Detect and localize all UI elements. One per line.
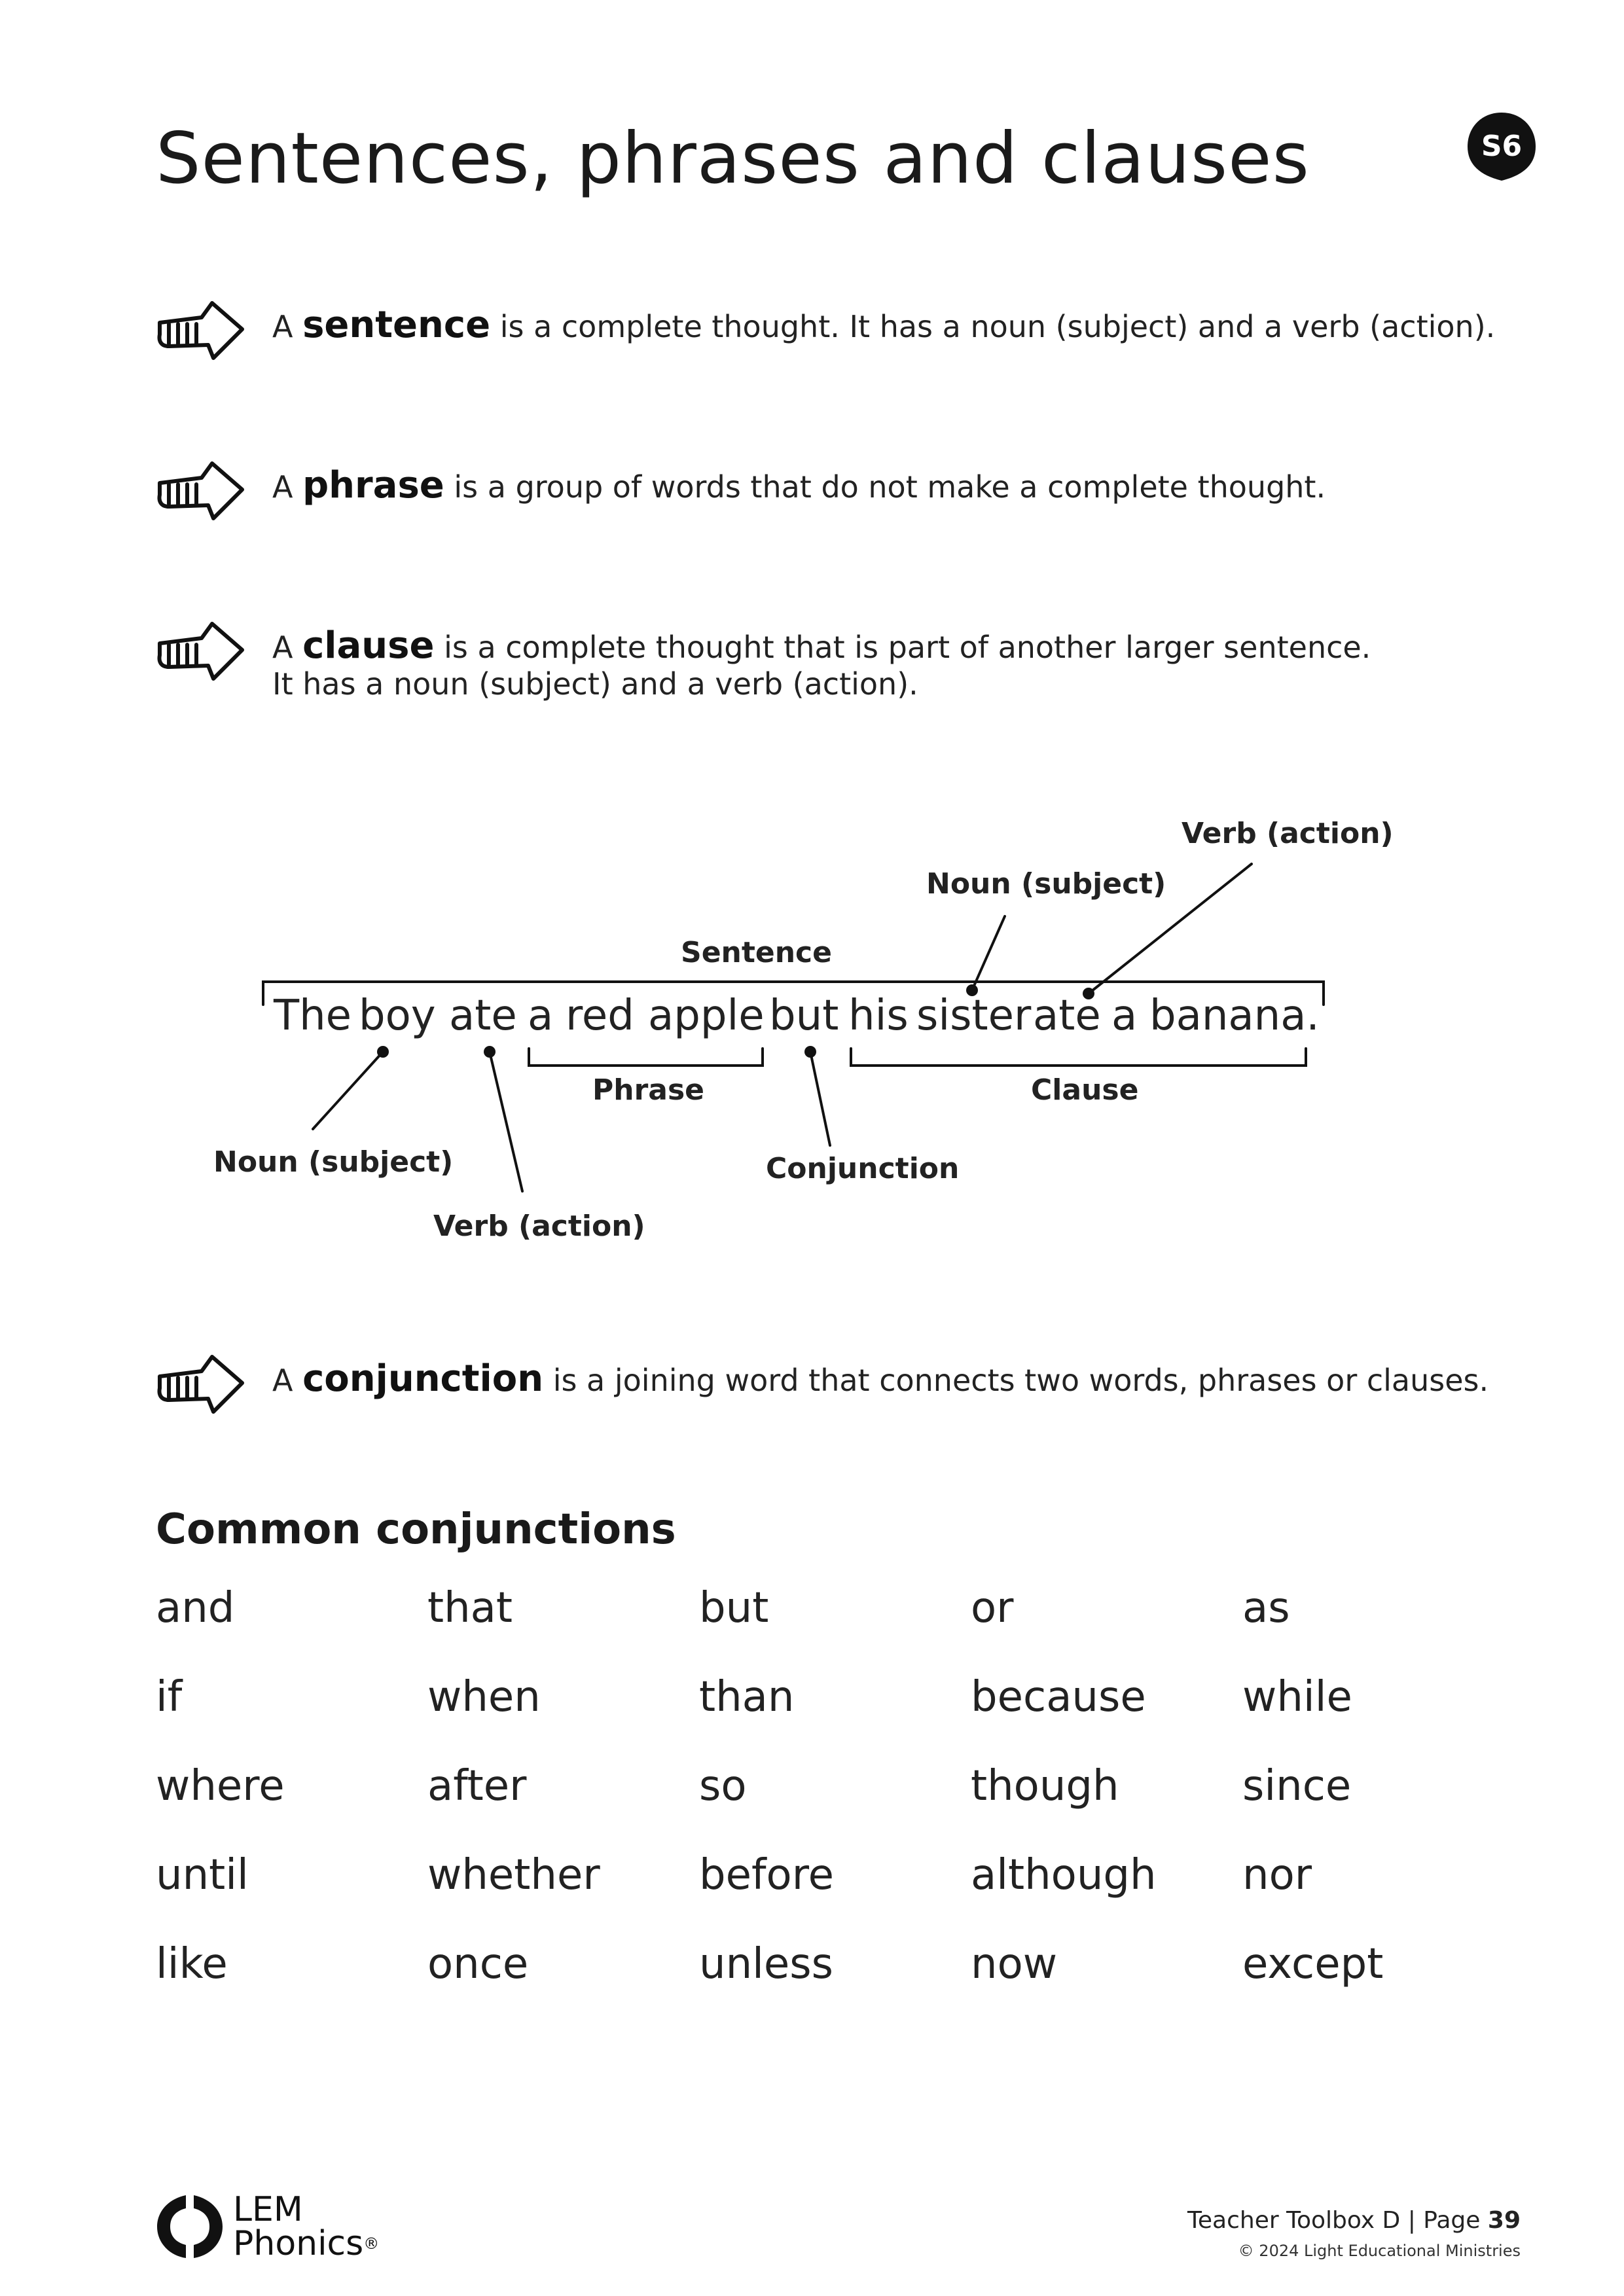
phrase-bracket (529, 1049, 763, 1066)
conjunction-word: though (971, 1762, 1119, 1810)
conjunction-word: except (1242, 1940, 1384, 1988)
lem-phonics-logo (156, 2190, 391, 2265)
copyright: © 2024 Light Educational Ministries (1238, 2242, 1521, 2260)
conjunction-word: now (971, 1940, 1058, 1988)
conjunction-word: or (971, 1584, 1014, 1632)
definition-clause (156, 619, 1517, 717)
conjunction-word: unless (699, 1940, 833, 1988)
book-title: Teacher Toolbox D | Page (1187, 2207, 1481, 2234)
clause-bracket (851, 1049, 1306, 1066)
definition-text: is a complete thought that is part of another larger sentence. (444, 630, 1371, 665)
noun-subject-2-pointer (972, 916, 1005, 990)
verb-action-1-dot (484, 1046, 496, 1058)
definition-text: is a complete thought. It has a noun (subject) and a verb (action). (499, 309, 1496, 344)
conjunction-word: once (427, 1940, 529, 1988)
sentence-label: Sentence (681, 936, 832, 969)
conjunction-word: as (1242, 1584, 1290, 1632)
conjunction-word: whether (427, 1851, 600, 1899)
definition-term: phrase (302, 464, 444, 507)
definition-term: sentence (302, 304, 491, 346)
sentence-word: boy (359, 992, 436, 1040)
conjunction-word: and (156, 1584, 235, 1632)
conjunction-word: nor (1242, 1851, 1312, 1899)
verb-action-2-label: Verb (action) (1182, 817, 1394, 850)
noun-subject-2-label: Noun (subject) (926, 867, 1166, 901)
common-conjunctions-heading: Common conjunctions (156, 1505, 676, 1554)
definition-prefix: A (272, 1363, 293, 1398)
conjunction-word: than (699, 1673, 795, 1721)
sentence-word: apple (648, 992, 765, 1040)
definition-text-line2: It has a noun (subject) and a verb (action). (272, 666, 918, 702)
badge-label: S6 (1481, 130, 1523, 163)
definition-prefix: A (272, 469, 293, 505)
conjunction-word: if (156, 1673, 183, 1721)
page-footer (1187, 2207, 1521, 2260)
conjunction-word: where (156, 1762, 285, 1810)
definition-conjunction (156, 1352, 1517, 1424)
logo-line2: Phonics (233, 2224, 364, 2263)
conjunction-word: when (427, 1673, 541, 1721)
definition-text: is a joining word that connects two words, phrases or clauses. (552, 1363, 1489, 1398)
sentence-word: ate (449, 992, 517, 1040)
conjunction-pointer (810, 1052, 830, 1145)
conjunctions-grid (156, 1584, 1530, 2029)
pointing-hand-icon (156, 458, 247, 524)
noun-subject-1-dot (377, 1046, 389, 1058)
diagram-lines (0, 805, 1624, 1276)
conjunction-word: until (156, 1851, 249, 1899)
phrase-label: Phrase (592, 1073, 704, 1107)
sentence-word: ate (1033, 992, 1101, 1040)
conjunction-word: since (1242, 1762, 1352, 1810)
definition-prefix: A (272, 309, 293, 344)
sentence-word: a (528, 992, 554, 1040)
logo-mark-icon (156, 2193, 224, 2261)
verb-action-1-pointer (490, 1052, 522, 1191)
conjunction-word: although (971, 1851, 1157, 1899)
definition-term: clause (302, 624, 435, 667)
definition-phrase (156, 458, 1517, 530)
conjunction-dot (804, 1046, 816, 1058)
sentence-word: sister (916, 992, 1032, 1040)
conjunction-word: while (1242, 1673, 1352, 1721)
definition-sentence (156, 298, 1517, 370)
conjunction-word: like (156, 1940, 228, 1988)
conjunction-word: but (699, 1584, 769, 1632)
logo-line1: LEM (233, 2190, 303, 2229)
sentence-word: but (769, 992, 839, 1040)
page-title: Sentences, phrases and clauses (156, 118, 1310, 200)
noun-subject-1-label: Noun (subject) (213, 1145, 454, 1179)
clause-label: Clause (1031, 1073, 1139, 1107)
pointing-hand-icon (156, 1352, 247, 1417)
sentence-word: a (1111, 992, 1138, 1040)
verb-action-1-label: Verb (action) (433, 1210, 645, 1243)
page-number: 39 (1487, 2207, 1521, 2234)
definition-text: is a group of words that do not make a complete thought. (454, 469, 1326, 505)
conjunction-word: so (699, 1762, 747, 1810)
definition-term: conjunction (302, 1357, 544, 1400)
conjunction-word: before (699, 1851, 834, 1899)
pointing-hand-icon (156, 619, 247, 684)
definition-prefix: A (272, 630, 293, 665)
conjunction-word: after (427, 1762, 527, 1810)
noun-subject-1-pointer (313, 1052, 383, 1129)
sentence-word: The (274, 992, 352, 1040)
sentence-word: red (566, 992, 634, 1040)
conjunction-word: because (971, 1673, 1146, 1721)
conjunction-label: Conjunction (766, 1152, 960, 1185)
sentence-word: banana. (1149, 992, 1320, 1040)
sentence-word: his (848, 992, 909, 1040)
sentence-diagram (0, 805, 1624, 1276)
section-badge (1465, 110, 1538, 183)
pointing-hand-icon (156, 298, 247, 363)
conjunction-word: that (427, 1584, 513, 1632)
registered-mark: ® (363, 2234, 380, 2253)
